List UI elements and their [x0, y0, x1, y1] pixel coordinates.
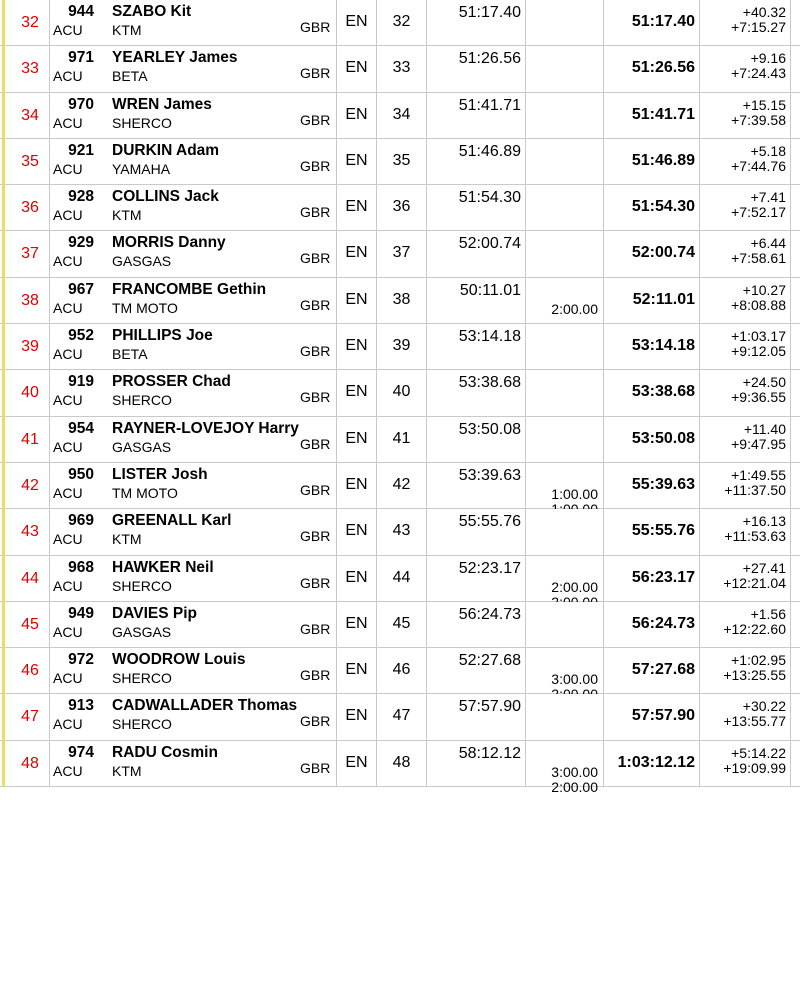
bike-make: GASGAS: [112, 438, 172, 455]
class: EN: [345, 198, 368, 216]
stage-time: 52:27.68: [458, 652, 521, 670]
column-divider: [525, 231, 526, 276]
overall-position: 47: [21, 708, 39, 726]
nationality: GBR: [300, 528, 331, 545]
class-position: 34: [392, 105, 411, 123]
row-marker: [2, 694, 5, 740]
rider-name: PHILLIPS Joe: [112, 327, 213, 345]
column-divider: [790, 278, 791, 323]
total-time: 52:00.74: [631, 244, 695, 262]
gap-to-leader: +7:39.58: [731, 111, 786, 128]
gap-to-previous: +24.50: [742, 374, 786, 391]
class: EN: [345, 244, 368, 262]
federation: ACU: [53, 392, 83, 409]
stage-time: 51:54.30: [458, 189, 521, 207]
rider-name: HAWKER Neil: [112, 558, 214, 576]
bike-make: BETA: [112, 68, 148, 85]
rider-name: FRANCOMBE Gethin: [112, 280, 267, 298]
column-divider: [525, 0, 526, 45]
row-marker: [2, 185, 5, 231]
total-time: 51:26.56: [631, 59, 695, 77]
penalty-time: 1:00.00: [551, 485, 598, 502]
nationality: GBR: [300, 667, 331, 684]
row-marker: [2, 370, 5, 416]
stage-time: 51:41.71: [458, 96, 521, 114]
bike-make: SHERCO: [112, 716, 172, 733]
nationality: GBR: [300, 343, 331, 360]
result-row: [0, 741, 800, 795]
bike-make: SHERCO: [112, 670, 172, 687]
class: EN: [345, 475, 368, 493]
rider-name: RAYNER-LOVEJOY Harry: [112, 419, 299, 437]
rider-number: 954: [68, 419, 94, 437]
bike-make: TM MOTO: [112, 484, 178, 501]
rider-name: WOODROW Louis: [112, 651, 246, 669]
gap-to-leader: +7:15.27: [731, 19, 786, 35]
overall-position: 40: [21, 384, 39, 402]
column-divider: [790, 139, 791, 184]
gap-to-previous: +40.32: [742, 4, 786, 20]
class: EN: [345, 13, 368, 30]
class-position: 39: [392, 337, 411, 355]
column-divider: [525, 648, 526, 693]
row-marker: [2, 231, 5, 277]
stage-time: 51:46.89: [458, 142, 521, 160]
column-divider: [525, 370, 526, 415]
gap-to-leader: +13:25.55: [723, 667, 786, 684]
federation: ACU: [53, 299, 83, 316]
row-marker: [2, 324, 5, 370]
nationality: GBR: [300, 574, 331, 591]
gap-to-previous: +15.15: [742, 96, 786, 113]
federation: ACU: [53, 623, 83, 640]
overall-position: 35: [21, 152, 39, 170]
nationality: GBR: [300, 620, 331, 637]
result-row: [0, 694, 800, 740]
stage-time: 57:57.90: [458, 698, 521, 716]
total-time: 53:14.18: [631, 337, 695, 355]
bike-make: KTM: [112, 22, 142, 38]
gap-to-previous: +30.22: [742, 698, 786, 715]
class: EN: [345, 568, 368, 586]
gap-to-previous: +1:02.95: [731, 652, 786, 669]
total-time: 51:41.71: [631, 105, 695, 123]
federation: ACU: [53, 762, 83, 779]
result-row: [0, 139, 800, 185]
stage-time: 56:24.73: [458, 605, 521, 623]
rider-number: 919: [68, 373, 94, 391]
overall-position: 39: [21, 338, 39, 356]
class-position: 38: [392, 290, 411, 308]
class: EN: [345, 151, 368, 169]
overall-position: 43: [21, 523, 39, 541]
rider-number: 974: [68, 743, 94, 761]
column-divider: [790, 46, 791, 91]
overall-position: 48: [21, 754, 39, 772]
total-time: 56:24.73: [631, 614, 695, 632]
gap-to-leader: +19:09.99: [723, 759, 786, 776]
bike-make: SHERCO: [112, 577, 172, 594]
column-divider: [790, 417, 791, 462]
federation: ACU: [53, 438, 83, 455]
bike-make: KTM: [112, 762, 142, 779]
class: EN: [345, 522, 368, 540]
stage-time: 53:14.18: [458, 328, 521, 346]
result-row: [0, 556, 800, 602]
penalty-time: 3:00.00: [551, 763, 598, 780]
federation: ACU: [53, 160, 83, 177]
class-position: 42: [392, 475, 411, 493]
nationality: GBR: [300, 157, 331, 174]
rider-number: 913: [68, 697, 94, 715]
class-position: 43: [392, 522, 411, 540]
rider-number: 971: [68, 49, 94, 67]
gap-to-previous: +5:14.22: [731, 744, 786, 761]
row-marker: [2, 93, 5, 139]
class-position: 41: [392, 429, 411, 447]
gap-to-previous: +16.13: [742, 513, 786, 530]
federation: ACU: [53, 346, 83, 363]
gap-to-leader: +13:55.77: [723, 713, 786, 730]
bike-make: YAMAHA: [112, 160, 171, 177]
nationality: GBR: [300, 250, 331, 267]
result-row: [0, 602, 800, 648]
overall-position: 45: [21, 615, 39, 633]
gap-to-leader: +7:52.17: [731, 204, 786, 221]
stage-time: 53:38.68: [458, 374, 521, 392]
result-row: [0, 0, 800, 46]
class: EN: [345, 290, 368, 308]
column-divider: [790, 556, 791, 601]
class-position: 44: [392, 568, 411, 586]
overall-position: 33: [21, 60, 39, 78]
federation: ACU: [53, 531, 83, 548]
gap-to-previous: +7.41: [750, 189, 786, 206]
overall-position: 37: [21, 245, 39, 263]
gap-to-leader: +7:44.76: [731, 157, 786, 174]
gap-to-leader: +11:53.63: [724, 528, 786, 545]
gap-to-previous: +1.56: [750, 605, 786, 622]
overall-position: 38: [21, 291, 39, 309]
federation: ACU: [53, 484, 83, 501]
column-divider: [790, 741, 791, 786]
bike-make: SHERCO: [112, 114, 172, 131]
row-marker: [2, 463, 5, 509]
rider-name: CADWALLADER Thomas: [112, 697, 298, 715]
federation: ACU: [53, 207, 83, 224]
class: EN: [345, 383, 368, 401]
rider-name: WREN James: [112, 95, 212, 113]
column-divider: [525, 463, 526, 508]
column-divider: [790, 0, 791, 45]
column-divider: [790, 185, 791, 230]
result-row: [0, 278, 800, 324]
rider-number: 929: [68, 234, 94, 252]
federation: ACU: [53, 716, 83, 733]
result-row: [0, 46, 800, 92]
row-marker: [2, 556, 5, 602]
total-time: 1:03:12.12: [617, 753, 695, 771]
column-divider: [525, 93, 526, 138]
rider-name: LISTER Josh: [112, 465, 208, 483]
federation: ACU: [53, 253, 83, 270]
federation: ACU: [53, 577, 83, 594]
penalty-time: 2:00.00: [551, 578, 598, 595]
bike-make: BETA: [112, 346, 148, 363]
column-divider: [790, 324, 791, 369]
overall-position: 46: [21, 662, 39, 680]
gap-to-previous: +5.18: [750, 142, 786, 159]
gap-to-leader: +12:22.60: [723, 620, 786, 637]
rider-name: DURKIN Adam: [112, 141, 220, 159]
result-row: [0, 370, 800, 416]
gap-to-leader: +9:47.95: [731, 435, 786, 452]
class-position: 45: [392, 614, 411, 632]
class-position: 37: [392, 244, 411, 262]
result-row: [0, 93, 800, 139]
column-divider: [525, 46, 526, 91]
rider-name: PROSSER Chad: [112, 373, 231, 391]
gap-to-previous: +11.40: [743, 420, 786, 437]
gap-to-leader: +7:58.61: [731, 250, 786, 267]
stage-time: 52:23.17: [458, 559, 521, 577]
gap-to-previous: +9.16: [750, 50, 786, 67]
gap-to-leader: +12:21.04: [723, 574, 786, 591]
nationality: GBR: [300, 435, 331, 452]
total-time: 52:11.01: [632, 290, 695, 308]
stage-time: 53:39.63: [458, 466, 521, 484]
column-divider: [525, 741, 526, 786]
total-time: 57:27.68: [631, 661, 695, 679]
class-position: 35: [392, 151, 411, 169]
column-divider: [790, 93, 791, 138]
total-time: 53:50.08: [631, 429, 695, 447]
column-divider: [525, 602, 526, 647]
class: EN: [345, 105, 368, 123]
row-marker: [2, 0, 5, 46]
column-divider: [790, 463, 791, 508]
rider-number: 970: [68, 95, 94, 113]
bike-make: SHERCO: [112, 392, 172, 409]
class-position: 40: [392, 383, 411, 401]
column-divider: [790, 370, 791, 415]
gap-to-leader: +8:08.88: [731, 296, 786, 313]
row-marker: [2, 509, 5, 555]
column-divider: [525, 694, 526, 739]
rider-name: YEARLEY James: [112, 49, 238, 67]
row-marker: [2, 278, 5, 324]
federation: ACU: [53, 114, 83, 131]
nationality: GBR: [300, 759, 331, 776]
column-divider: [525, 324, 526, 369]
rider-name: DAVIES Pip: [112, 604, 197, 622]
rider-name: SZABO Kit: [112, 3, 192, 20]
rider-name: RADU Cosmin: [112, 743, 218, 761]
nationality: GBR: [300, 65, 331, 82]
class: EN: [345, 337, 368, 355]
total-time: 55:39.63: [631, 475, 695, 493]
nationality: GBR: [300, 296, 331, 313]
stage-time: 50:11.01: [459, 281, 521, 299]
stage-time: 53:50.08: [458, 420, 521, 438]
class-position: 33: [392, 59, 411, 77]
bike-make: GASGAS: [112, 253, 172, 270]
class-position: 46: [392, 661, 411, 679]
rider-number: 944: [68, 3, 94, 20]
overall-position: 44: [21, 569, 39, 587]
rider-number: 952: [68, 327, 94, 345]
result-row: [0, 463, 800, 509]
rider-number: 928: [68, 188, 94, 206]
class-position: 36: [392, 198, 411, 216]
stage-time: 58:12.12: [458, 744, 521, 762]
nationality: GBR: [300, 19, 331, 35]
result-row: [0, 324, 800, 370]
row-marker: [2, 139, 5, 185]
column-divider: [525, 278, 526, 323]
rider-name: MORRIS Danny: [112, 234, 226, 252]
row-marker: [2, 602, 5, 648]
bike-make: KTM: [112, 531, 142, 548]
gap-to-leader: +9:12.05: [731, 343, 786, 360]
column-divider: [790, 231, 791, 276]
class: EN: [345, 614, 368, 632]
overall-position: 41: [21, 430, 39, 448]
rider-number: 921: [68, 141, 94, 159]
gap-to-previous: +1:03.17: [731, 328, 786, 345]
bike-make: TM MOTO: [112, 299, 178, 316]
column-divider: [525, 509, 526, 554]
penalty-time: 2:00.00: [551, 300, 598, 317]
class-position: 47: [392, 707, 411, 725]
column-divider: [790, 509, 791, 554]
rider-number: 972: [68, 651, 94, 669]
column-divider: [790, 694, 791, 739]
stage-time: 55:55.76: [458, 513, 521, 531]
federation: ACU: [53, 68, 83, 85]
column-divider: [525, 139, 526, 184]
gap-to-previous: +10.27: [742, 281, 786, 298]
row-marker: [2, 648, 5, 694]
total-time: 57:57.90: [631, 707, 695, 725]
result-row: [0, 185, 800, 231]
rider-number: 969: [68, 512, 94, 530]
federation: ACU: [53, 22, 83, 38]
total-time: 55:55.76: [631, 522, 695, 540]
nationality: GBR: [300, 111, 331, 128]
total-time: 56:23.17: [631, 568, 695, 586]
column-divider: [790, 602, 791, 647]
row-marker: [2, 741, 5, 787]
gap-to-leader: +9:36.55: [731, 389, 786, 406]
column-divider: [525, 417, 526, 462]
penalty-time-secondary: 2:00.00: [551, 778, 598, 795]
bike-make: GASGAS: [112, 623, 172, 640]
rider-number: 949: [68, 604, 94, 622]
gap-to-leader: +11:37.50: [724, 481, 786, 498]
total-time: 51:54.30: [631, 198, 695, 216]
bike-make: KTM: [112, 207, 142, 224]
stage-time: 51:17.40: [458, 4, 521, 21]
total-time: 53:38.68: [631, 383, 695, 401]
result-row: [0, 231, 800, 277]
penalty-time: 3:00.00: [551, 671, 598, 688]
stage-time: 51:26.56: [458, 50, 521, 68]
total-time: 51:17.40: [631, 13, 695, 30]
result-row: [0, 417, 800, 463]
class: EN: [345, 429, 368, 447]
gap-to-previous: +27.41: [742, 559, 786, 576]
rider-name: COLLINS Jack: [112, 188, 219, 206]
class: EN: [345, 59, 368, 77]
row-marker: [2, 46, 5, 92]
gap-to-previous: +1:49.55: [731, 466, 786, 483]
rider-name: GREENALL Karl: [112, 512, 232, 530]
column-divider: [525, 185, 526, 230]
nationality: GBR: [300, 713, 331, 730]
rider-number: 968: [68, 558, 94, 576]
federation: ACU: [53, 670, 83, 687]
rider-number: 967: [68, 280, 94, 298]
nationality: GBR: [300, 204, 331, 221]
class-position: 48: [392, 753, 411, 771]
nationality: GBR: [300, 389, 331, 406]
gap-to-leader: +7:24.43: [731, 65, 786, 82]
stage-time: 52:00.74: [458, 235, 521, 253]
overall-position: 32: [21, 14, 39, 31]
class: EN: [345, 661, 368, 679]
result-row: [0, 648, 800, 694]
class: EN: [345, 753, 368, 771]
class: EN: [345, 707, 368, 725]
gap-to-previous: +6.44: [750, 235, 786, 252]
rider-number: 950: [68, 465, 94, 483]
column-divider: [790, 648, 791, 693]
nationality: GBR: [300, 481, 331, 498]
overall-position: 36: [21, 199, 39, 217]
overall-position: 42: [21, 476, 39, 494]
column-divider: [525, 556, 526, 601]
total-time: 51:46.89: [631, 151, 695, 169]
result-row: [0, 509, 800, 555]
overall-position: 34: [21, 106, 39, 124]
row-marker: [2, 417, 5, 463]
class-position: 32: [392, 13, 411, 30]
